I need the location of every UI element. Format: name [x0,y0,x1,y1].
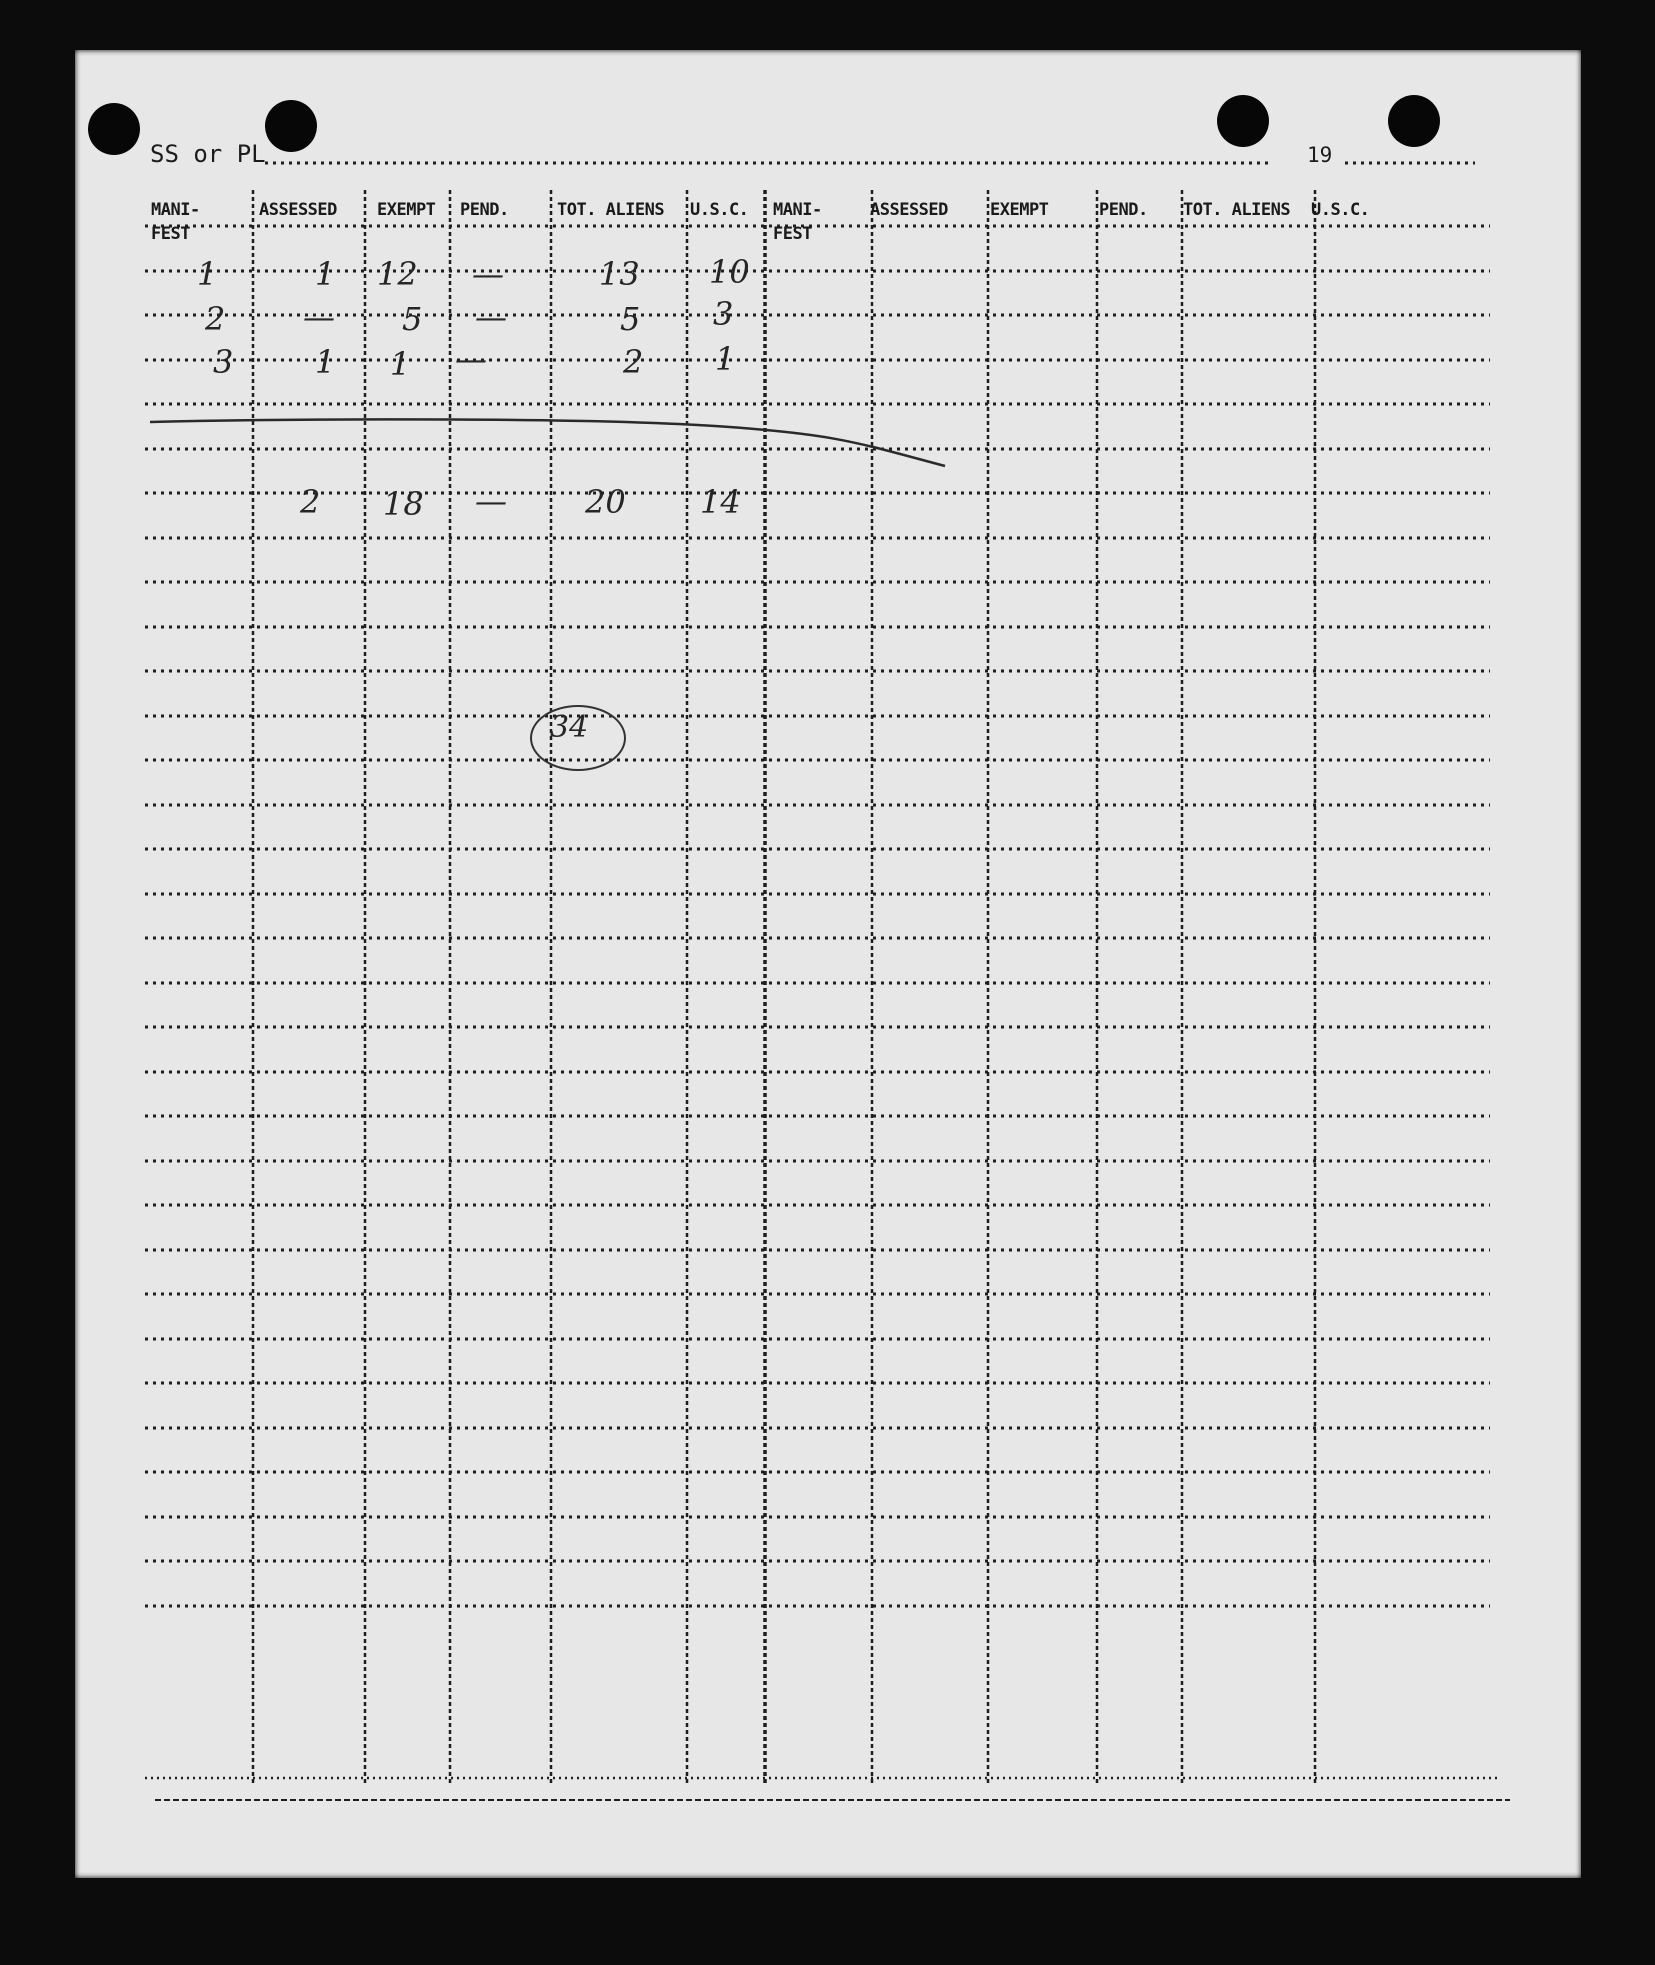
header-pend: PEND. [1099,200,1148,220]
hw-manifest: 2 [205,300,226,338]
hw-assessed: — [303,298,335,336]
hw-usc: 3 [713,295,734,333]
header-tot-aliens: TOT. ALIENS [1183,200,1291,220]
header-exempt: EXEMPT [377,200,436,220]
hw-pend: — [472,255,504,293]
header-usc: U.S.C. [1311,200,1370,220]
hw-manifest: 1 [197,255,218,293]
ship-label: SS or PL [150,140,266,168]
header-manifest: MANI- FEST [151,200,200,244]
header-usc: U.S.C. [690,200,749,220]
header-manifest: MANI- FEST [773,200,822,244]
handwritten-underline [75,50,1581,1878]
total-pend: — [475,482,507,520]
hw-assessed: 1 [315,255,336,293]
header-assessed: ASSESSED [259,200,337,220]
hw-tot-aliens: 2 [623,343,644,381]
circled-total-value: 34 [550,710,589,745]
form-sheet [75,50,1581,1878]
hw-usc: 1 [715,340,736,378]
total-tot-aliens: 20 [585,483,626,521]
header-assessed: ASSESSED [870,200,948,220]
hw-exempt: 12 [377,255,418,293]
header-tot-aliens: TOT. ALIENS [557,200,665,220]
total-usc: 14 [700,483,741,521]
hw-pend: — [475,298,507,336]
hw-exempt: 5 [402,300,423,338]
hw-usc: 10 [709,253,750,291]
hw-manifest: 3 [213,343,234,381]
header-pend: PEND. [460,200,509,220]
hw-exempt: 1 [390,345,411,383]
hw-tot-aliens: 5 [620,300,641,338]
total-assessed: 2 [300,483,321,521]
hw-assessed: 1 [315,343,336,381]
hw-pend: — [455,340,487,378]
year-label: 19 [1307,143,1333,167]
total-exempt: 18 [383,485,424,523]
hw-tot-aliens: 13 [599,255,640,293]
header-exempt: EXEMPT [990,200,1049,220]
